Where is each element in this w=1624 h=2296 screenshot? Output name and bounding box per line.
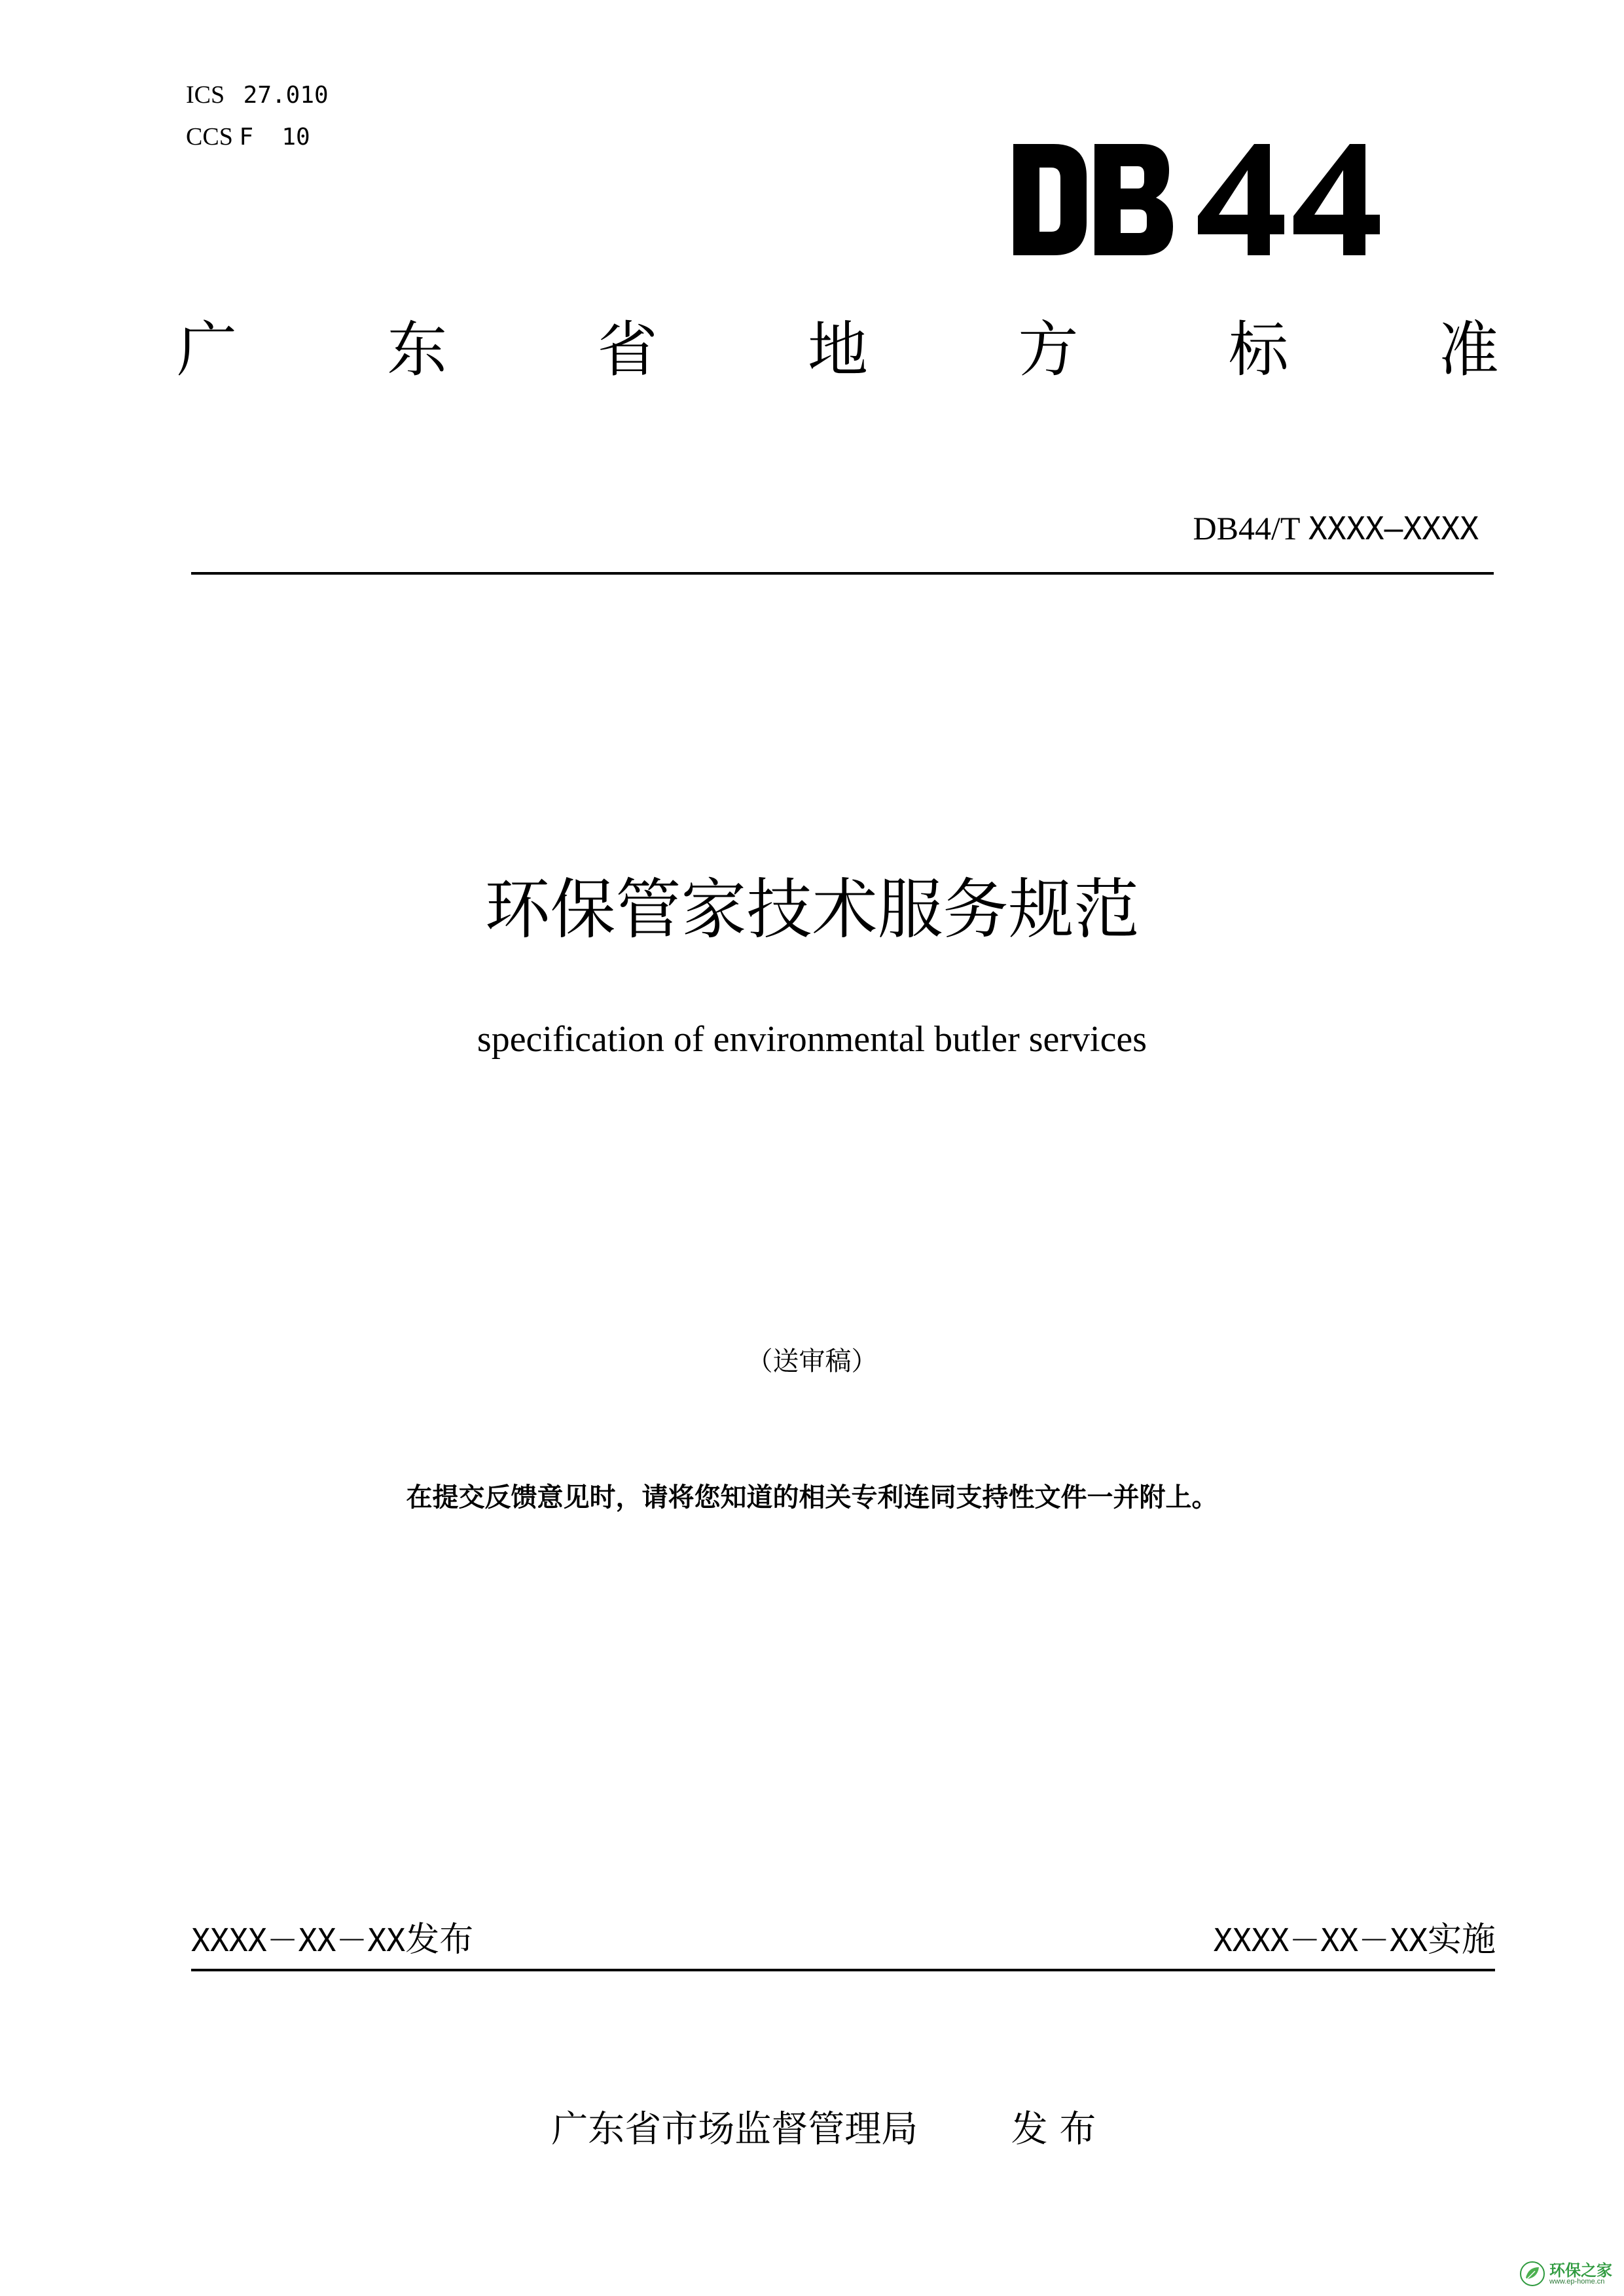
standard-type-char: 方 [1018,315,1079,385]
ics-code [186,82,329,107]
watermark-name: 环保之家 [1549,2261,1612,2280]
publish-date-value: XXXX－XX－XX [191,1922,406,1959]
doc-number-code: XXXX—XXXX [1308,511,1479,547]
ics-label: ICS [186,81,225,109]
patent-notice: 在提交反馈意见时，请将您知道的相关专利连同支持性文件一并附上。 [406,1482,1218,1513]
title-english: specification of environmental butler services [477,1019,1147,1060]
footer-divider [191,1969,1495,1971]
issuer [0,2075,1624,2151]
ics-value: 27.010 [243,82,329,109]
issuer-name: 广东省市场监督管理局 [551,2108,918,2151]
implement-date [1213,1920,1496,1960]
leaf-icon [1519,2261,1545,2287]
standard-type-char: 东 [387,315,448,385]
draft-stage: （送审稿） [746,1346,878,1376]
ccs-label: CCS [186,123,233,151]
standard-type-heading [177,308,1499,393]
title-chinese: 环保管家技术服务规范 [484,871,1140,948]
issuer-action: 发 布 [1011,2108,1096,2151]
standard-type-char: 地 [807,315,868,385]
watermark-url: www.ep-home.cn [1549,2277,1605,2286]
publish-date [191,1920,474,1960]
ccs-code [186,124,310,149]
standard-type-char: 广 [177,315,238,385]
standard-type-char: 省 [597,315,658,385]
implement-date-label: 实施 [1427,1920,1496,1960]
db44-logo [1013,144,1380,255]
doc-number-prefix: DB44/T [1193,510,1301,547]
standard-type-char: 标 [1228,315,1289,385]
standard-type-char: 准 [1438,315,1499,385]
implement-date-value: XXXX－XX－XX [1213,1922,1428,1959]
publish-date-label: 发布 [405,1920,474,1960]
header-divider [191,572,1494,575]
document-number [1193,512,1479,545]
site-watermark [1519,2261,1612,2287]
ccs-value: F 10 [239,124,310,151]
